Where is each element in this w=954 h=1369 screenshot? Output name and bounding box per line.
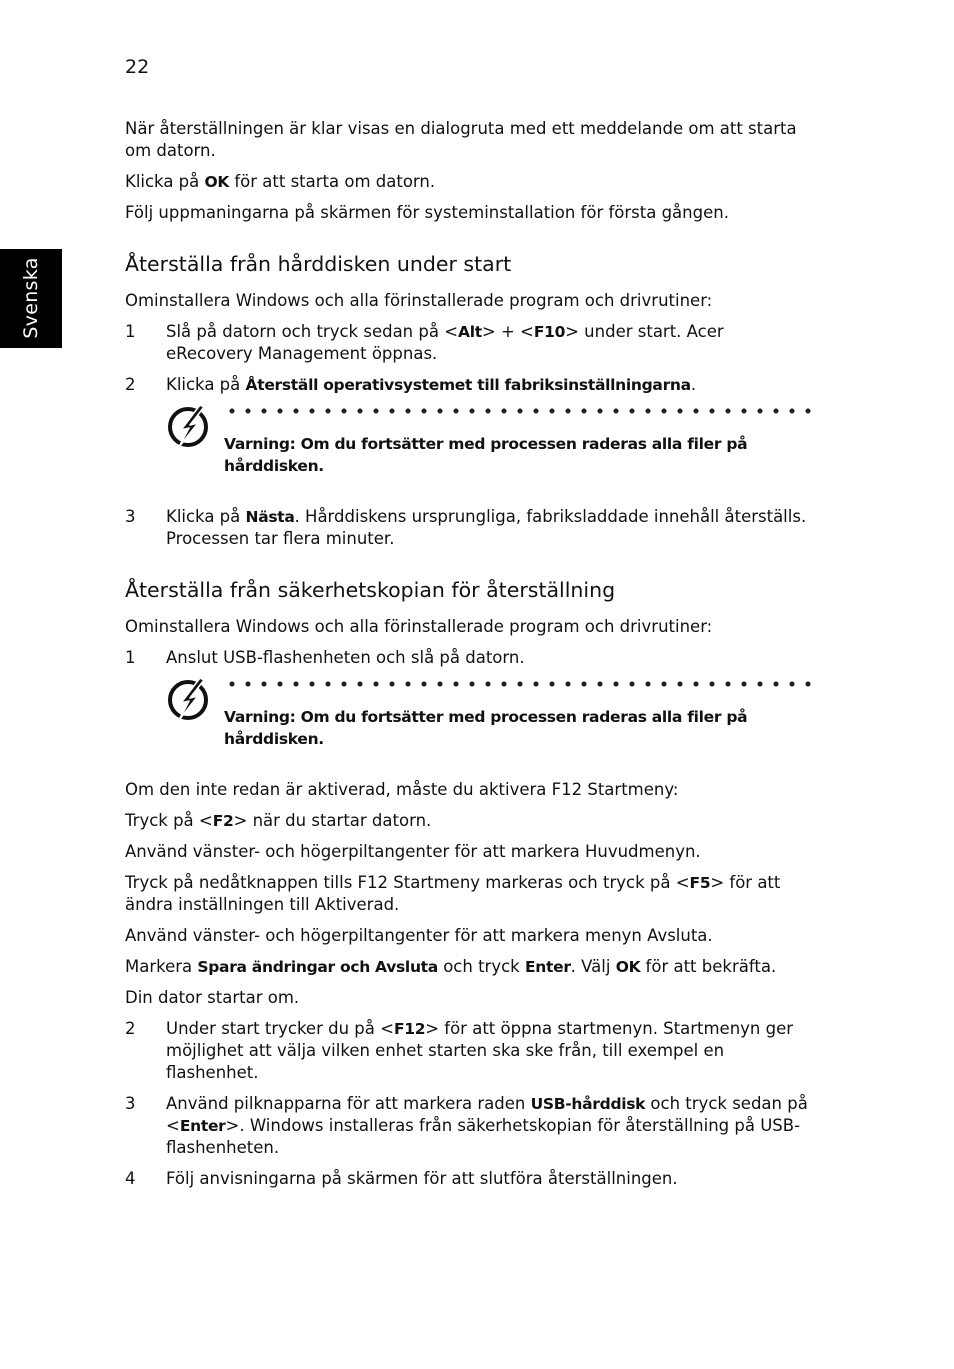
section2-step-1: 1 Anslut USB-flashenheten och slå på datorn. xyxy=(125,648,525,667)
section2-step-2: 2 Under start trycker du på <F12> för att öppna startmenyn. Startmenyn ger möjlighet att välja vilken enhet starten ska ske från, till exempel en flashenhet. xyxy=(125,1019,794,1082)
section2-paragraph-7: Din dator startar om. xyxy=(125,988,300,1007)
dotted-divider xyxy=(224,681,815,687)
warning-box-2 xyxy=(166,681,815,750)
intro-paragraph-3: Följ uppmaningarna på skärmen för systeminstallation för första gången. xyxy=(125,203,729,222)
section2-paragraph-1: Om den inte redan är aktiverad, måste du aktivera F12 Startmeny: xyxy=(125,780,679,799)
language-side-tab xyxy=(0,249,62,348)
warning-box-1 xyxy=(166,408,815,477)
section2-paragraph-6: Markera Spara ändringar och Avsluta och tryck Enter. Välj OK för att bekräfta. xyxy=(125,957,777,976)
section1-step-3: 3 Klicka på Nästa. Hårddiskens ursprungliga, fabriksladdade innehåll återställs. Processen tar flera minuter. xyxy=(125,507,807,548)
page-content xyxy=(125,118,815,1199)
intro-paragraph-1: När återställningen är klar visas en dialogruta med ett meddelande om att starta om datorn. xyxy=(125,119,797,160)
section2-paragraph-4: Tryck på nedåtknappen tills F12 Startmeny markeras och tryck på <F5> för att ändra inställningen till Aktiverad. xyxy=(125,873,781,914)
warning-lightning-icon xyxy=(166,676,214,722)
section1-step-2: 2 Klicka på Återställ operativsystemet till fabriksinställningarna. xyxy=(125,375,697,394)
page-number: 22 xyxy=(125,56,150,78)
section2-step-4: 4 Följ anvisningarna på skärmen för att slutföra återställningen. xyxy=(125,1169,678,1188)
intro-paragraph-2: Klicka på OK för att starta om datorn. xyxy=(125,172,436,191)
section2-step-3: 3 Använd pilknapparna för att markera raden USB-hårddisk och tryck sedan på <Enter>. Windows installeras från säkerhetskopian för återställning på USB-flashenheten. xyxy=(125,1094,808,1157)
section1-step-1: 1 Slå på datorn och tryck sedan på <Alt> + <F10> under start. Acer eRecovery Management öppnas. xyxy=(125,322,724,363)
section1-lead: Ominstallera Windows och alla förinstallerade program och drivrutiner: xyxy=(125,291,713,310)
dotted-divider xyxy=(224,408,815,414)
section2-heading: Återställa från säkerhetskopian för återställning xyxy=(125,578,616,602)
section1-heading: Återställa från hårddisken under start xyxy=(125,252,512,276)
section2-lead: Ominstallera Windows och alla förinstallerade program och drivrutiner: xyxy=(125,617,713,636)
warning-text: Varning: Om du fortsätter med processen raderas alla filer på hårddisken. xyxy=(224,708,748,748)
warning-text: Varning: Om du fortsätter med processen raderas alla filer på hårddisken. xyxy=(224,435,748,475)
side-tab-label: Svenska xyxy=(20,257,42,339)
section2-paragraph-2: Tryck på <F2> när du startar datorn. xyxy=(125,811,432,830)
section2-paragraph-3: Använd vänster- och högerpiltangenter för att markera Huvudmenyn. xyxy=(125,842,701,861)
warning-lightning-icon xyxy=(166,403,214,449)
section2-paragraph-5: Använd vänster- och högerpiltangenter för att markera menyn Avsluta. xyxy=(125,926,713,945)
